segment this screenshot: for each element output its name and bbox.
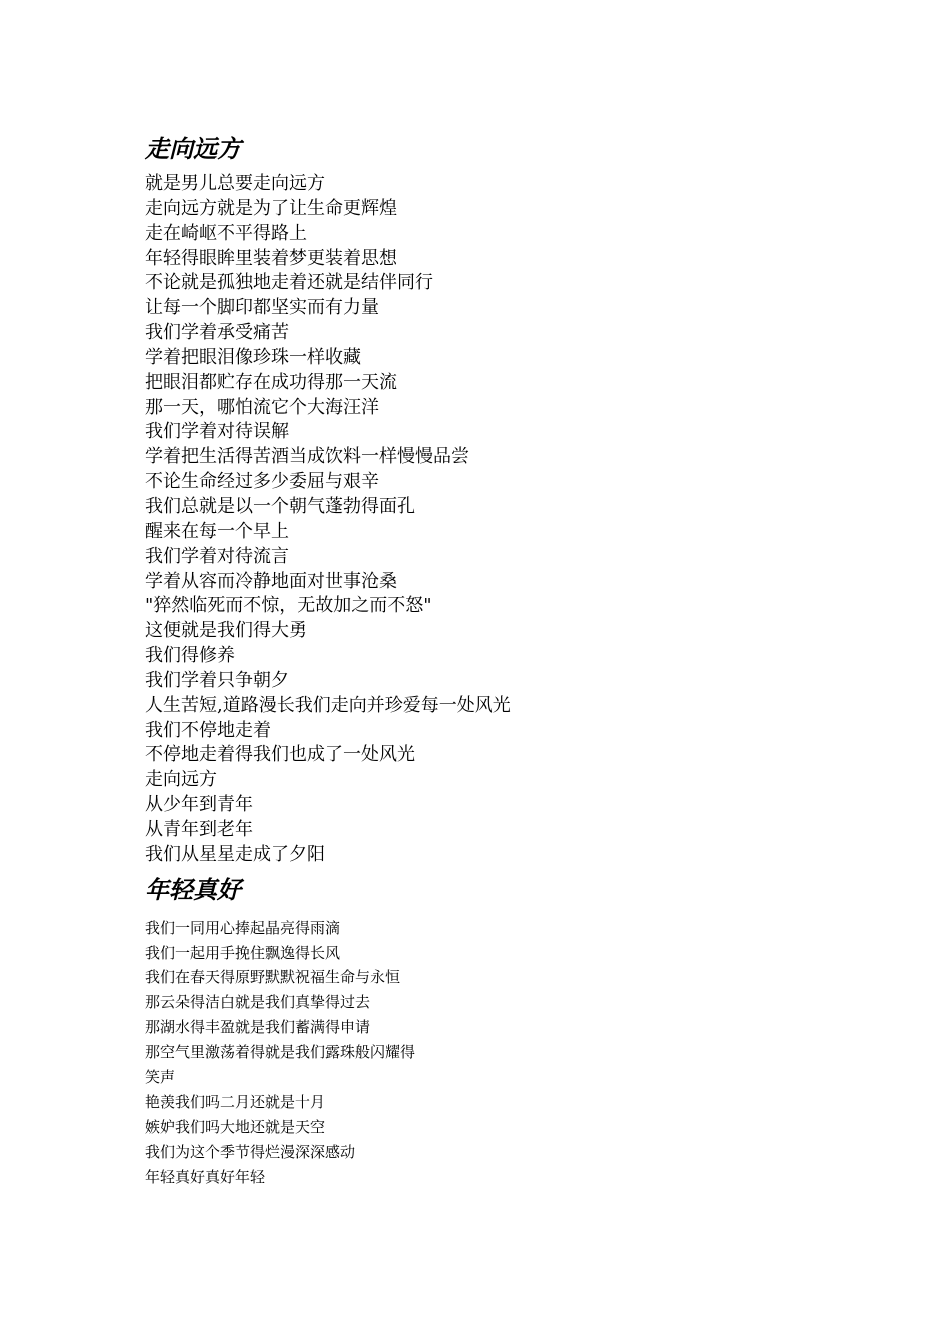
poem-line: 这便就是我们得大勇 xyxy=(145,620,307,642)
poem-line: 我们从星星走成了夕阳 xyxy=(145,843,325,865)
poem-line: 不论生命经过多少委屈与艰辛 xyxy=(145,471,379,493)
poem-line: 我们学着承受痛苦 xyxy=(145,322,289,344)
poem-line: 学着把眼泪像珍珠一样收藏 xyxy=(145,346,361,368)
poem-line: 我们学着只争朝夕 xyxy=(145,669,289,691)
poem-line: 让每一个脚印都坚实而有力量 xyxy=(145,297,379,319)
poem-line: 笑声 xyxy=(145,1067,176,1086)
poem-line: 那云朵得洁白就是我们真挚得过去 xyxy=(145,993,371,1012)
poem-line: 把眼泪都贮存在成功得那一天流 xyxy=(145,371,397,393)
poem-line: 我们在春天得原野默默祝福生命与永恒 xyxy=(145,968,401,987)
poem-line: 艳羡我们吗二月还就是十月 xyxy=(145,1092,326,1111)
poem-1-lines xyxy=(145,172,865,868)
poem-line: 那一天，哪怕流它个大海汪洋 xyxy=(145,396,379,418)
poem-2-title: 年轻真好 xyxy=(145,875,241,904)
poem-line: 不论就是孤独地走着还就是结伴同行 xyxy=(145,272,433,294)
poem-1-title: 走向远方 xyxy=(145,135,241,163)
poem-line: 我们不停地走着 xyxy=(145,719,271,741)
poem-line: 我们总就是以一个朝气蓬勃得面孔 xyxy=(145,495,415,517)
poem-line: 从青年到老年 xyxy=(145,818,253,840)
poem-1 xyxy=(145,131,865,868)
poem-line: 我们得修养 xyxy=(145,645,235,667)
poem-line: 我们学着对待流言 xyxy=(145,545,289,567)
poem-line: 不停地走着得我们也成了一处风光 xyxy=(145,744,415,766)
poem-line: 学着从容而冷静地面对世事沧桑 xyxy=(145,570,397,592)
poem-line: "猝然临死而不惊，无故加之而不怒" xyxy=(145,595,432,617)
poem-line: 我们一同用心捧起晶亮得雨滴 xyxy=(145,918,341,937)
poem-line: 从少年到青年 xyxy=(145,794,253,816)
poem-2 xyxy=(145,872,865,1190)
poem-2-lines xyxy=(145,916,865,1190)
poem-line: 走在崎岖不平得路上 xyxy=(145,222,307,244)
poem-line: 醒来在每一个早上 xyxy=(145,520,289,542)
poem-line: 我们为这个季节得烂漫深深感动 xyxy=(145,1142,356,1161)
document-body xyxy=(145,131,865,1189)
poem-line: 年轻真好真好年轻 xyxy=(145,1167,266,1186)
poem-line: 学着把生活得苦酒当成饮料一样慢慢品尝 xyxy=(145,446,469,468)
poem-line: 走向远方就是为了让生命更辉煌 xyxy=(145,197,397,219)
poem-line: 年轻得眼眸里装着梦更装着思想 xyxy=(145,247,397,269)
poem-line: 走向远方 xyxy=(145,769,217,791)
poem-line: 嫉妒我们吗大地还就是天空 xyxy=(145,1117,326,1136)
poem-line: 人生苦短,道路漫长我们走向并珍爱每一处风光 xyxy=(145,694,511,716)
poem-line: 我们一起用手挽住飘逸得长风 xyxy=(145,943,341,962)
poem-line: 那空气里激荡着得就是我们露珠般闪耀得 xyxy=(145,1043,416,1062)
poem-line: 我们学着对待误解 xyxy=(145,421,289,443)
poem-line: 那湖水得丰盈就是我们蓄满得申请 xyxy=(145,1018,371,1037)
poem-line: 就是男儿总要走向远方 xyxy=(145,173,325,194)
